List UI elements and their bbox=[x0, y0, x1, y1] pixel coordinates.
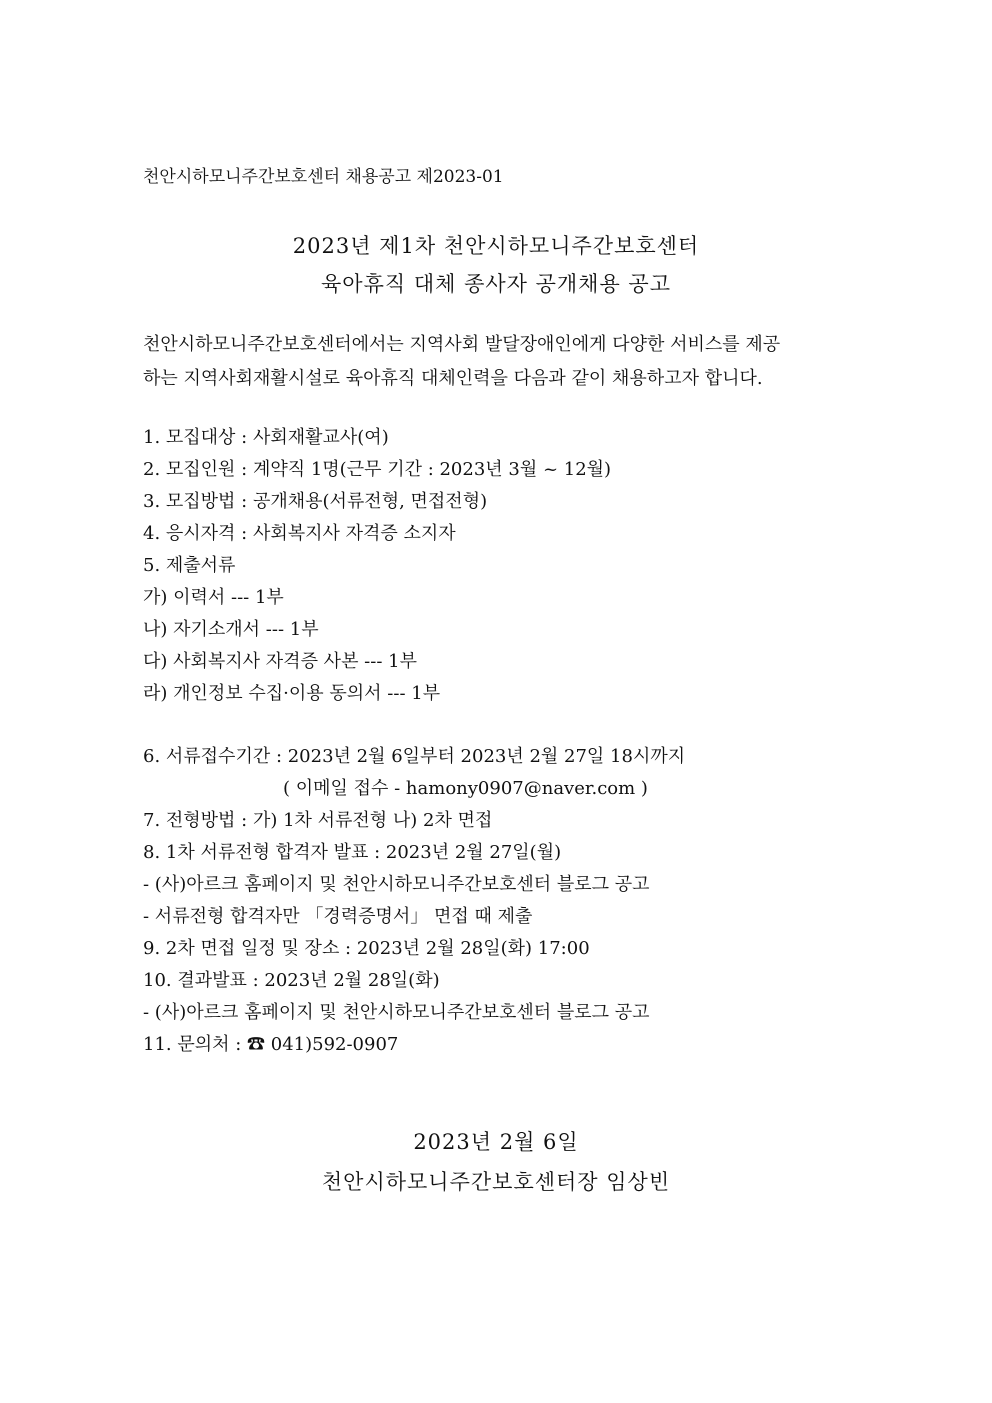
document-privacy-consent: 라) 개인정보 수집·이용 동의서 --- 1부 bbox=[143, 683, 441, 704]
item-qualification: 4. 응시자격 : 사회복지사 자격증 소지자 bbox=[143, 523, 456, 544]
document-self-intro: 나) 자기소개서 --- 1부 bbox=[143, 619, 319, 640]
item-final-result: 10. 결과발표 : 2023년 2월 28일(화) bbox=[143, 970, 440, 991]
recruitment-items bbox=[143, 422, 863, 1061]
item-recruit-method: 3. 모집방법 : 공개채용(서류전형, 면접전형) bbox=[143, 491, 488, 512]
item-documents: 5. 제출서류 bbox=[143, 555, 236, 576]
item-recruit-target: 1. 모집대상 : 사회재활교사(여) bbox=[143, 427, 389, 448]
intro-line: 천안시하모니주간보호센터에서는 지역사회 발달장애인에게 다양한 서비스를 제공 bbox=[143, 334, 781, 355]
first-result-notice: - (사)아르크 홈페이지 및 천안시하모니주간보호센터 블로그 공고 bbox=[143, 874, 650, 895]
signer-name: 천안시하모니주간보호센터장 임상빈 bbox=[321, 1170, 671, 1194]
submission-email: ( 이메일 접수 - hamony0907@naver.com ) bbox=[283, 778, 648, 799]
final-result-notice: - (사)아르크 홈페이지 및 천안시하모니주간보호센터 블로그 공고 bbox=[143, 1002, 650, 1023]
item-contact: 11. 문의처 : ☎ 041)592-0907 bbox=[143, 1034, 399, 1055]
intro-line: 하는 지역사회재활시설로 육아휴직 대체인력을 다음과 같이 채용하고자 합니다. bbox=[143, 368, 763, 389]
item-submission-period: 6. 서류접수기간 : 2023년 2월 6일부터 2023년 2월 27일 18시까지 bbox=[143, 746, 686, 767]
section-spacer bbox=[143, 710, 863, 741]
document-resume: 가) 이력서 --- 1부 bbox=[143, 587, 284, 608]
title-line-1: 2023년 제1차 천안시하모니주간보호센터 bbox=[292, 234, 700, 258]
first-result-note: - 서류전형 합격자만 「경력증명서」 면접 때 제출 bbox=[143, 906, 533, 927]
announcement-reference: 천안시하모니주간보호센터 채용공고 제2023-01 bbox=[143, 167, 504, 187]
document-certificate: 다) 사회복지사 자격증 사본 --- 1부 bbox=[143, 651, 417, 672]
item-screening-method: 7. 전형방법 : 가) 1차 서류전형 나) 2차 면접 bbox=[143, 810, 493, 831]
title-line-2: 육아휴직 대체 종사자 공개채용 공고 bbox=[321, 272, 671, 296]
announcement-date: 2023년 2월 6일 bbox=[413, 1130, 579, 1154]
item-recruit-count: 2. 모집인원 : 계약직 1명(근무 기간 : 2023년 3월 ~ 12월) bbox=[143, 459, 612, 480]
item-first-result: 8. 1차 서류전형 합격자 발표 : 2023년 2월 27일(월) bbox=[143, 842, 562, 863]
item-interview-schedule: 9. 2차 면접 일정 및 장소 : 2023년 2월 28일(화) 17:00 bbox=[143, 938, 590, 959]
intro-paragraph bbox=[143, 328, 853, 396]
